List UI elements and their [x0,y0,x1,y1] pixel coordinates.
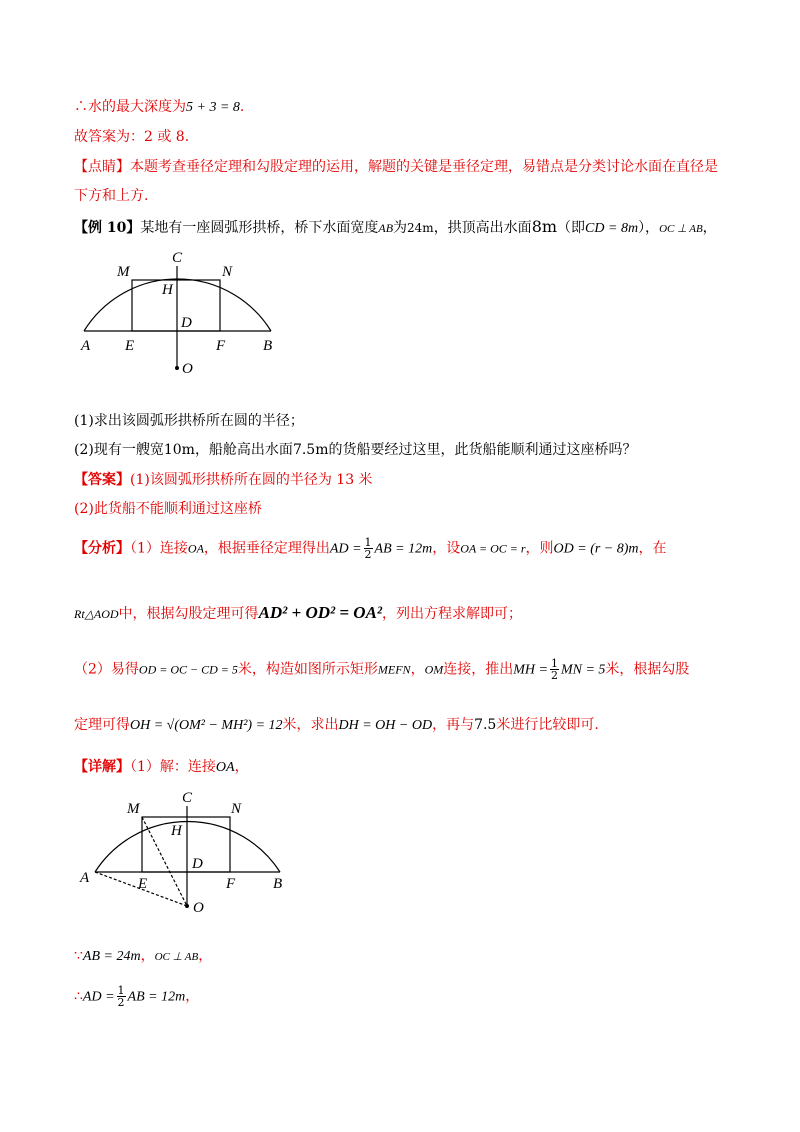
therefore-symbol: ∴ [74,988,83,1005]
analysis-p2-text-c: ， [410,661,425,678]
frac-num-2: 1 [550,657,558,670]
because-symbol: ∵ [74,948,83,964]
key-point-text: 本题考查垂径定理和勾股定理的运用，解题的关键是垂径定理，易错点是分类讨论水面在直径是 [130,159,718,175]
analysis-rt: Rt△AOD [74,607,119,621]
analysis-text-7: ，列出方程求解即可； [382,606,523,622]
analysis-oaoc: OA = OC = r [460,541,526,556]
fraction-half-3 [117,985,126,1008]
example-tag: 【例 10】 [74,220,141,236]
analysis-text-1: （1）连接 [130,540,188,557]
frac-den-3: 2 [117,996,125,1009]
analysis-line-3 [74,658,689,681]
analysis-line-2 [74,603,522,624]
label-h-2: H [171,823,182,839]
example-perp: OC ⊥ AB [659,223,703,235]
example-text-2: 为 [393,220,408,236]
analysis-pythagoras: AD² + OD² = OA² [258,603,383,622]
label-n-2: N [231,801,242,817]
step2-ad: AD = [82,989,115,1005]
example-statement [74,217,717,239]
analysis-p2-text-d: 连接，推出 [443,661,514,678]
depth-suffix: . [239,99,245,115]
detail-text-1: （1）解：连接 [130,759,216,775]
key-point-cont: 下方和上方. [74,188,149,204]
analysis-p3-text-a: 定理可得 [74,717,130,733]
analysis-p2-text-b: 米，构造如图所示矩形 [237,661,378,678]
analysis-oh: OH = √(OM² − MH²) = 12 [130,718,283,733]
answer-tag: 【答案】 [74,472,130,488]
step1-end: ， [198,948,213,964]
step2-ab: AB = 12m [127,989,186,1005]
label-m-2: M [127,801,140,817]
step1-perp: OC ⊥ AB [154,951,199,963]
analysis-text-6: 中，根据勾股定理可得 [118,606,259,622]
step1-ab: AB = 24m [82,949,141,964]
label-a-2: A [80,870,90,886]
question-2 [74,440,636,460]
q2-text-2: ，船舱高出水面 [194,442,293,458]
label-d-2: D [192,856,203,872]
example-text-5: ）， [638,220,660,236]
example-cd: CD = 8m [585,221,639,236]
label-d-1: D [181,315,192,331]
example-text-3: ，拱顶高出水面 [433,220,532,236]
q2-text-1: (2)现有一艘宽 [74,442,164,458]
example-text-4: （即 [557,220,586,236]
analysis-p2-text-e: 米，根据勾股 [605,661,690,678]
point-o-2 [185,904,189,908]
depth-line [74,97,244,118]
fraction-half-1 [364,537,373,560]
analysis-ab12: AB = 12m [374,541,433,557]
analysis-line-1 [74,537,667,560]
analysis-oa: OA [187,541,204,556]
label-o-1: O [182,361,193,377]
detail-tag: 【详解】 [74,759,130,775]
analysis-p3-text-b: 米，求出 [282,717,339,733]
example-text-6: ， [702,220,717,236]
analysis-p3-text-d: 米进行比较即可. [496,717,599,733]
label-b-1: B [263,338,273,354]
analysis-od: OD = (r − 8)m [553,541,639,557]
example-24m: 24m [407,221,434,235]
rect-mefn-1 [132,280,220,331]
label-f-2: F [226,876,236,892]
analysis-text-3: ，设 [432,540,461,557]
fraction-half-2 [550,658,559,681]
analysis-text-5: ，在 [638,540,667,557]
detail-oa: OA [215,760,235,775]
analysis-text-2: ，根据垂径定理得出 [203,540,330,557]
analysis-mn: MN = 5 [560,662,606,678]
frac-den-2: 2 [550,669,558,682]
analysis-dh: DH = OH − OD [338,718,433,733]
label-b-2: B [273,876,283,892]
step-therefore [74,985,199,1008]
key-point-line [74,157,718,177]
bridge-figure-1 [74,246,294,382]
label-n-1: N [222,264,233,280]
detail-line [74,757,249,778]
q2-text-3: 的货船要经过这里，此货船能顺利通过这座桥吗？ [328,442,637,458]
analysis-mefn: MEFN [377,662,411,677]
label-h-1: H [162,282,173,298]
label-e-1: E [125,338,135,354]
label-e-2: E [138,876,148,892]
answer-1: (1)该圆弧形拱桥所在圆的半径为 13 米 [130,472,373,488]
depth-text: ∴水的最大深度为 [74,99,186,115]
step-because [74,946,212,967]
analysis-ad: AD = [329,541,362,557]
label-m-1: M [117,264,130,280]
q2-width: 10m [163,442,195,458]
label-o-2: O [193,900,204,916]
label-c-1: C [172,250,183,266]
analysis-75: 7.5 [474,717,497,733]
analysis-p3-text-c: ，再与 [432,717,475,733]
analysis-text-4: ，则 [525,540,554,557]
label-a-1: A [81,338,91,354]
frac-den-1: 2 [364,548,372,561]
label-f-1: F [216,338,226,354]
analysis-p2-text-a: （2）易得 [74,661,139,678]
answer-line-2: (2)此货船不能顺利通过这座桥 [74,501,262,517]
point-o-1 [175,366,179,370]
answer-line-1 [74,470,373,490]
question-1: (1)求出该圆弧形拱桥所在圆的半径； [74,413,304,429]
analysis-p2-od: OD = OC − CD = 5 [138,662,238,677]
label-c-2: C [182,790,193,806]
example-text-1: 某地有一座圆弧形拱桥，桥下水面宽度 [140,220,379,236]
analysis-mh: MH = [513,662,548,678]
key-point-tag: 【点睛】 [74,159,130,175]
step1-sep: ， [140,948,155,964]
example-ab: AB [378,221,394,235]
bridge-figure-2 [74,786,304,920]
analysis-line-4 [74,715,599,736]
depth-formula: 5 + 3 = 8 [186,100,240,115]
step2-end: ， [185,988,200,1005]
q2-height: 7.5m [292,442,329,458]
detail-text-2: ， [234,759,249,775]
frac-num-3: 1 [117,984,125,997]
answer-summary: 故答案为：2 或 8. [74,129,190,145]
analysis-tag: 【分析】 [74,540,130,557]
example-8m: 8m [531,217,558,236]
frac-num-1: 1 [364,536,372,549]
analysis-om: OM [424,662,444,677]
